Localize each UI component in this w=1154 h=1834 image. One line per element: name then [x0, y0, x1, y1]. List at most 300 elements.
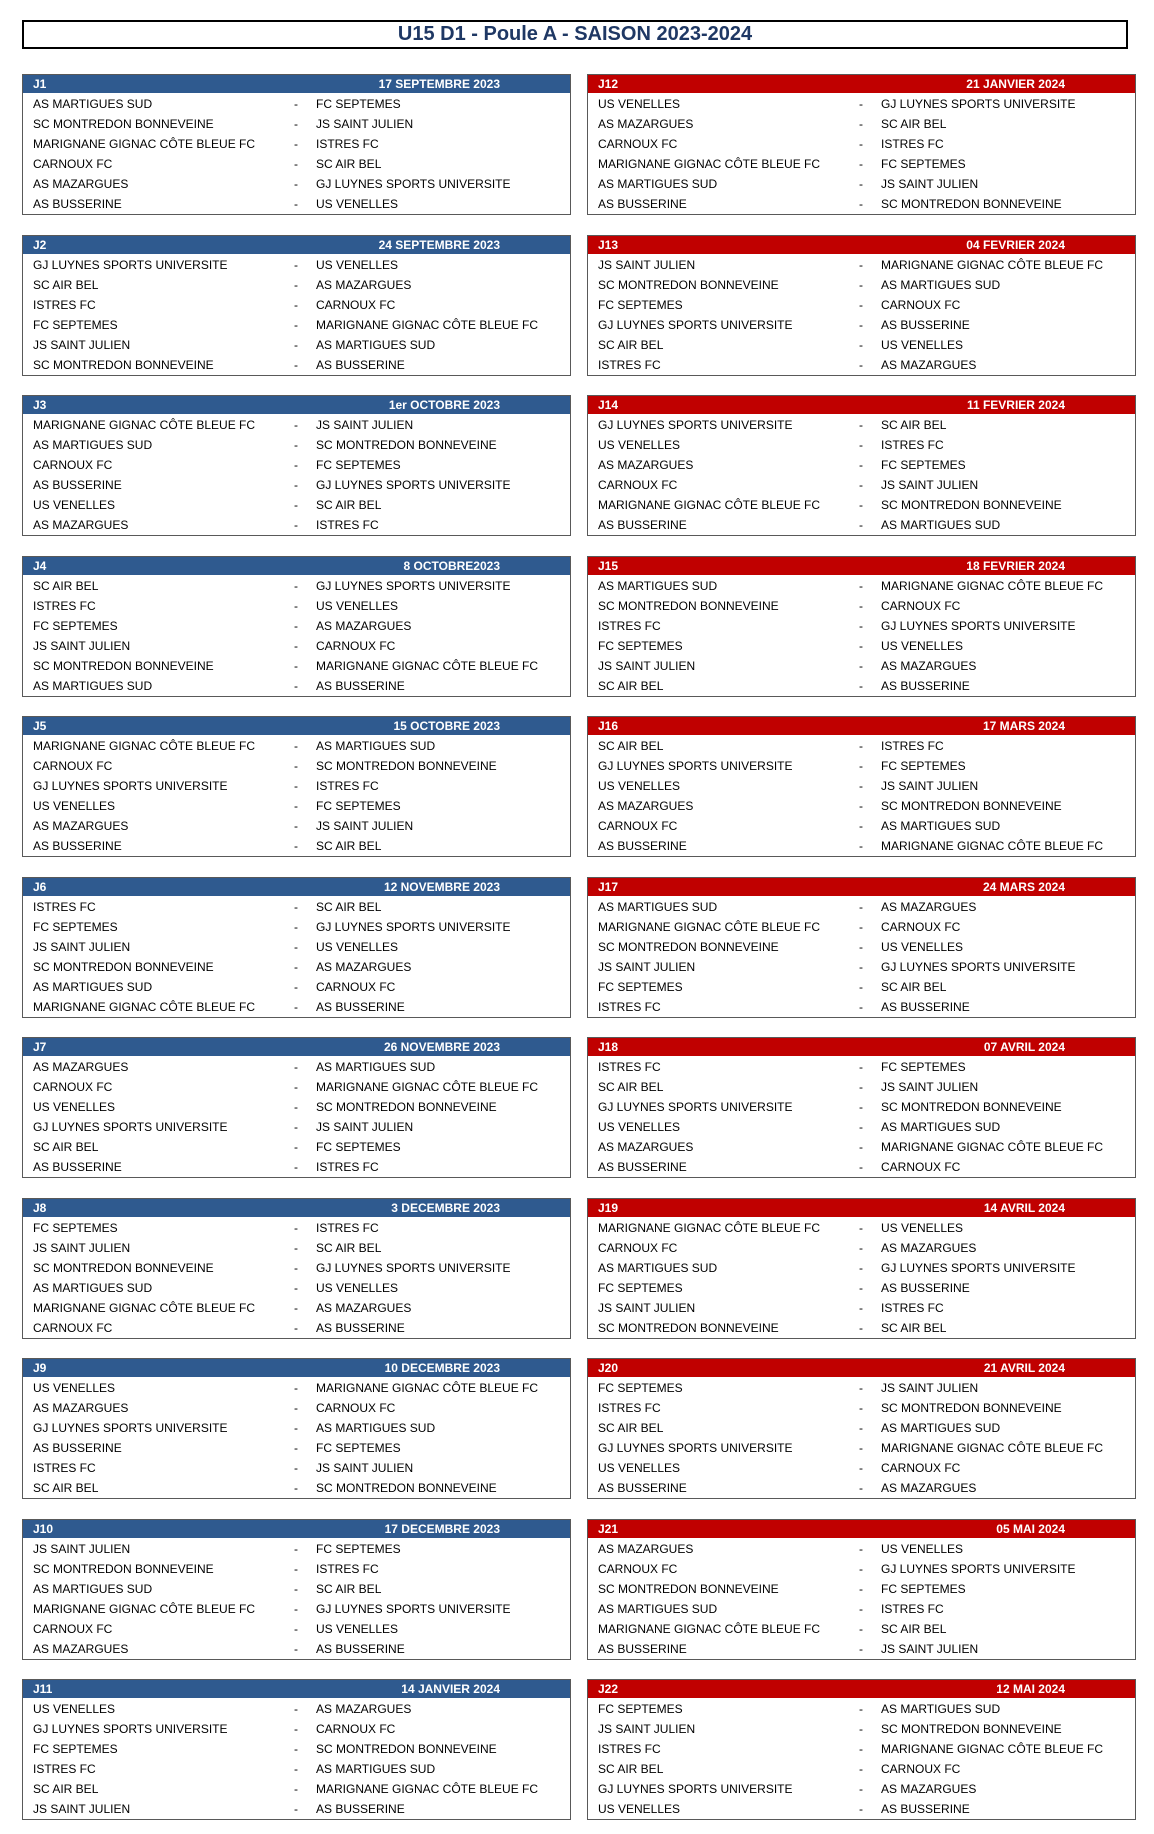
away-team: US VENELLES — [316, 1280, 399, 1295]
round-block — [587, 556, 1136, 697]
home-team: JS SAINT JULIEN — [33, 337, 131, 352]
home-team: AS MAZARGUES — [33, 819, 129, 833]
match-row — [588, 1759, 1135, 1779]
home-team: AS MARTIGUES SUD — [598, 899, 718, 914]
round-block — [22, 556, 571, 697]
match-row — [23, 114, 570, 134]
away-team: US VENELLES — [881, 638, 964, 653]
match-row — [588, 656, 1135, 676]
away-team: ISTRES FC — [881, 1300, 944, 1315]
match-separator: - — [294, 197, 298, 211]
away-team: SC MONTREDON BONNEVEINE — [881, 1401, 1062, 1415]
round-block — [587, 74, 1136, 215]
round-header — [23, 1038, 570, 1056]
home-team: AS MARTIGUES SUD — [33, 1280, 153, 1295]
away-team: SC MONTREDON BONNEVEINE — [316, 1481, 497, 1495]
round-header — [23, 557, 570, 575]
round-label: J15 — [598, 558, 619, 573]
match-row — [588, 796, 1135, 816]
match-separator: - — [294, 1100, 298, 1114]
round-block — [587, 1358, 1136, 1499]
match-separator: - — [294, 157, 298, 171]
away-team: AS MARTIGUES SUD — [881, 1120, 1001, 1134]
match-separator: - — [294, 598, 298, 613]
match-separator: - — [294, 1762, 298, 1776]
home-team: US VENELLES — [33, 498, 116, 512]
match-separator: - — [294, 1401, 298, 1415]
match-separator: - — [294, 518, 298, 532]
match-row — [23, 194, 570, 214]
round-block — [22, 1519, 571, 1660]
match-separator: - — [859, 779, 863, 793]
away-team: AS MAZARGUES — [881, 357, 977, 372]
home-team: JS SAINT JULIEN — [33, 1541, 131, 1556]
round-header — [588, 1038, 1135, 1056]
away-team: US VENELLES — [881, 939, 964, 954]
round-label: J1 — [33, 77, 47, 91]
match-row — [588, 1298, 1135, 1318]
away-team: AS BUSSERINE — [881, 317, 970, 332]
match-separator: - — [859, 1381, 863, 1395]
round-date: 8 OCTOBRE2023 — [403, 558, 500, 573]
match-separator: - — [859, 759, 863, 773]
home-team: GJ LUYNES SPORTS UNIVERSITE — [598, 759, 793, 773]
match-separator: - — [294, 117, 298, 131]
match-row — [588, 937, 1135, 957]
away-team: FC SEPTEMES — [316, 458, 401, 472]
match-separator: - — [294, 1260, 298, 1275]
away-team: CARNOUX FC — [881, 297, 961, 312]
match-separator: - — [294, 959, 298, 974]
home-team: SC MONTREDON BONNEVEINE — [598, 939, 779, 954]
away-team: CARNOUX FC — [316, 979, 396, 994]
home-team: FC SEPTEMES — [598, 979, 683, 994]
match-separator: - — [294, 1140, 298, 1154]
match-separator: - — [859, 959, 863, 974]
home-team: ISTRES FC — [33, 899, 96, 914]
match-separator: - — [859, 638, 863, 653]
round-date: 15 OCTOBRE 2023 — [393, 719, 500, 733]
match-separator: - — [294, 1641, 298, 1656]
away-team: FC SEPTEMES — [881, 1060, 966, 1074]
home-team: GJ LUYNES SPORTS UNIVERSITE — [33, 1421, 228, 1435]
round-block — [22, 1358, 571, 1499]
away-team: SC MONTREDON BONNEVEINE — [881, 197, 1062, 211]
away-team: MARIGNANE GIGNAC CÔTE BLEUE FC — [881, 257, 1104, 272]
away-team: AS BUSSERINE — [316, 1641, 405, 1656]
home-team: CARNOUX FC — [33, 1320, 113, 1335]
match-row — [588, 515, 1135, 535]
round-block — [587, 1037, 1136, 1178]
away-team: AS MARTIGUES SUD — [881, 518, 1001, 532]
away-team: SC AIR BEL — [881, 979, 947, 994]
match-separator: - — [859, 939, 863, 954]
away-team: GJ LUYNES SPORTS UNIVERSITE — [316, 578, 511, 593]
home-team: JS SAINT JULIEN — [33, 1802, 131, 1816]
match-separator: - — [294, 1461, 298, 1475]
match-row — [23, 1759, 570, 1779]
match-row — [588, 1539, 1135, 1559]
home-team: ISTRES FC — [598, 1742, 661, 1756]
round-label: J14 — [598, 398, 619, 412]
match-separator: - — [294, 1060, 298, 1074]
home-team: AS MARTIGUES SUD — [598, 1601, 718, 1616]
match-separator: - — [294, 1742, 298, 1756]
home-team: SC AIR BEL — [33, 1782, 99, 1796]
away-team: US VENELLES — [881, 1541, 964, 1556]
away-team: AS MARTIGUES SUD — [316, 337, 436, 352]
home-team: AS BUSSERINE — [598, 839, 687, 853]
match-row — [588, 335, 1135, 355]
match-separator: - — [859, 1300, 863, 1315]
match-separator: - — [859, 418, 863, 432]
round-block — [587, 877, 1136, 1018]
home-team: AS MAZARGUES — [598, 1140, 694, 1154]
round-label: J11 — [33, 1682, 53, 1696]
match-row — [23, 736, 570, 756]
match-row — [588, 435, 1135, 455]
away-team: ISTRES FC — [316, 1220, 379, 1235]
round-date: 24 SEPTEMBRE 2023 — [378, 237, 500, 252]
away-team: AS MAZARGUES — [316, 618, 412, 633]
match-separator: - — [294, 257, 298, 272]
round-block — [587, 716, 1136, 857]
home-team: AS MAZARGUES — [33, 518, 129, 532]
match-row — [588, 1278, 1135, 1298]
round-header — [588, 1520, 1135, 1538]
home-team: CARNOUX FC — [598, 478, 678, 492]
away-team: AS MAZARGUES — [316, 277, 412, 292]
away-team: MARIGNANE GIGNAC CÔTE BLEUE FC — [881, 839, 1104, 853]
home-team: SC AIR BEL — [598, 1080, 664, 1094]
away-team: SC MONTREDON BONNEVEINE — [316, 1742, 497, 1756]
round-header — [23, 717, 570, 735]
away-team: SC AIR BEL — [881, 1320, 947, 1335]
away-team: AS MARTIGUES SUD — [316, 739, 436, 753]
match-row — [23, 455, 570, 475]
match-separator: - — [859, 297, 863, 312]
home-team: ISTRES FC — [598, 1060, 661, 1074]
away-team: AS BUSSERINE — [316, 999, 405, 1014]
match-separator: - — [859, 1160, 863, 1174]
match-separator: - — [859, 1722, 863, 1736]
match-separator: - — [859, 678, 863, 693]
match-row — [23, 475, 570, 495]
match-separator: - — [859, 157, 863, 171]
match-row — [588, 475, 1135, 495]
round-label: J10 — [33, 1521, 54, 1536]
match-separator: - — [859, 819, 863, 833]
match-row — [23, 1619, 570, 1639]
away-team: AS MARTIGUES SUD — [316, 1421, 436, 1435]
page-title: U15 D1 - Poule A - SAISON 2023-2024 — [22, 20, 1128, 49]
away-team: SC AIR BEL — [316, 899, 382, 914]
match-separator: - — [294, 1481, 298, 1495]
home-team: AS MARTIGUES SUD — [33, 979, 153, 994]
home-team: ISTRES FC — [598, 999, 661, 1014]
away-team: ISTRES FC — [316, 137, 379, 151]
round-block — [22, 235, 571, 376]
match-separator: - — [859, 1220, 863, 1235]
round-label: J4 — [33, 558, 47, 573]
home-team: MARIGNANE GIGNAC CÔTE BLEUE FC — [33, 999, 256, 1014]
round-label: J21 — [598, 1521, 619, 1536]
away-team: AS BUSSERINE — [881, 1802, 970, 1816]
away-team: JS SAINT JULIEN — [316, 1461, 414, 1475]
home-team: CARNOUX FC — [33, 1621, 113, 1636]
match-separator: - — [859, 598, 863, 613]
home-team: US VENELLES — [598, 438, 681, 452]
match-separator: - — [859, 177, 863, 191]
match-row — [23, 616, 570, 636]
home-team: MARIGNANE GIGNAC CÔTE BLEUE FC — [33, 1601, 256, 1616]
round-date: 11 FEVRIER 2024 — [966, 398, 1065, 412]
round-block — [587, 1519, 1136, 1660]
away-team: GJ LUYNES SPORTS UNIVERSITE — [316, 478, 511, 492]
round-header — [23, 1359, 570, 1377]
home-team: SC MONTREDON BONNEVEINE — [33, 959, 214, 974]
home-team: MARIGNANE GIGNAC CÔTE BLEUE FC — [33, 418, 256, 432]
away-team: JS SAINT JULIEN — [881, 177, 979, 191]
match-separator: - — [859, 1481, 863, 1495]
match-separator: - — [859, 1541, 863, 1556]
home-team: MARIGNANE GIGNAC CÔTE BLEUE FC — [598, 919, 821, 934]
match-row — [588, 114, 1135, 134]
match-separator: - — [859, 1742, 863, 1756]
round-label: J19 — [598, 1200, 619, 1215]
away-team: US VENELLES — [881, 1220, 964, 1235]
match-row — [23, 1157, 570, 1177]
home-team: AS BUSSERINE — [33, 478, 122, 492]
home-team: SC AIR BEL — [598, 337, 664, 352]
round-label: J3 — [33, 398, 47, 412]
home-team: ISTRES FC — [598, 618, 661, 633]
match-row — [23, 917, 570, 937]
round-label: J16 — [598, 719, 619, 733]
match-row — [588, 255, 1135, 275]
match-separator: - — [294, 1300, 298, 1315]
match-separator: - — [859, 1581, 863, 1596]
home-team: AS BUSSERINE — [598, 518, 687, 532]
home-team: JS SAINT JULIEN — [33, 1240, 131, 1255]
away-team: ISTRES FC — [316, 1160, 379, 1174]
away-team: AS BUSSERINE — [316, 678, 405, 693]
home-team: GJ LUYNES SPORTS UNIVERSITE — [33, 1120, 228, 1134]
away-team: FC SEPTEMES — [881, 759, 966, 773]
match-separator: - — [294, 1702, 298, 1716]
match-row — [23, 255, 570, 275]
match-separator: - — [859, 1401, 863, 1415]
away-team: US VENELLES — [316, 257, 399, 272]
match-separator: - — [859, 117, 863, 131]
match-separator: - — [294, 678, 298, 693]
round-date: 24 MARS 2024 — [982, 879, 1065, 894]
match-row — [23, 1699, 570, 1719]
home-team: JS SAINT JULIEN — [598, 658, 696, 673]
away-team: GJ LUYNES SPORTS UNIVERSITE — [316, 1601, 511, 1616]
match-separator: - — [294, 1280, 298, 1295]
match-separator: - — [859, 1561, 863, 1576]
home-team: AS BUSSERINE — [598, 1481, 687, 1495]
round-block — [22, 716, 571, 857]
round-header — [588, 1680, 1135, 1698]
away-team: SC AIR BEL — [316, 1240, 382, 1255]
round-label: J17 — [598, 879, 619, 894]
match-row — [23, 897, 570, 917]
match-separator: - — [294, 578, 298, 593]
match-separator: - — [294, 618, 298, 633]
match-row — [23, 94, 570, 114]
away-team: JS SAINT JULIEN — [881, 779, 979, 793]
match-row — [23, 676, 570, 696]
home-team: ISTRES FC — [598, 1401, 661, 1415]
match-row — [588, 134, 1135, 154]
round-label: J5 — [33, 719, 47, 733]
match-row — [588, 1418, 1135, 1438]
away-team: JS SAINT JULIEN — [881, 478, 979, 492]
round-label: J6 — [33, 879, 47, 894]
home-team: CARNOUX FC — [33, 1080, 113, 1094]
home-team: AS MARTIGUES SUD — [598, 177, 718, 191]
home-team: US VENELLES — [598, 1802, 681, 1816]
match-separator: - — [294, 919, 298, 934]
away-team: AS MAZARGUES — [316, 959, 412, 974]
home-team: AS MARTIGUES SUD — [33, 678, 153, 693]
match-row — [588, 1117, 1135, 1137]
home-team: AS MAZARGUES — [598, 799, 694, 813]
away-team: MARIGNANE GIGNAC CÔTE BLEUE FC — [316, 1381, 539, 1395]
match-separator: - — [294, 317, 298, 332]
home-team: AS BUSSERINE — [33, 197, 122, 211]
away-team: AS MAZARGUES — [881, 899, 977, 914]
match-row — [23, 415, 570, 435]
away-team: SC MONTREDON BONNEVEINE — [881, 1100, 1062, 1114]
round-date: 21 JANVIER 2024 — [966, 77, 1065, 91]
home-team: FC SEPTEMES — [598, 1280, 683, 1295]
away-team: FC SEPTEMES — [316, 1541, 401, 1556]
match-row — [23, 836, 570, 856]
match-row — [588, 736, 1135, 756]
match-separator: - — [294, 458, 298, 472]
match-row — [588, 1097, 1135, 1117]
home-team: FC SEPTEMES — [598, 638, 683, 653]
round-header — [588, 1359, 1135, 1377]
away-team: CARNOUX FC — [881, 919, 961, 934]
away-team: JS SAINT JULIEN — [316, 418, 414, 432]
match-row — [588, 1398, 1135, 1418]
match-separator: - — [859, 1100, 863, 1114]
round-header — [23, 396, 570, 414]
home-team: AS BUSSERINE — [598, 1160, 687, 1174]
match-separator: - — [859, 658, 863, 673]
match-row — [23, 576, 570, 596]
match-separator: - — [859, 1240, 863, 1255]
home-team: FC SEPTEMES — [598, 297, 683, 312]
home-team: MARIGNANE GIGNAC CÔTE BLEUE FC — [598, 498, 821, 512]
away-team: US VENELLES — [316, 197, 399, 211]
round-date: 12 NOVEMBRE 2023 — [383, 879, 500, 894]
home-team: SC AIR BEL — [33, 1481, 99, 1495]
match-row — [23, 134, 570, 154]
home-team: SC AIR BEL — [598, 1421, 664, 1435]
home-team: SC MONTREDON BONNEVEINE — [598, 598, 779, 613]
home-team: MARIGNANE GIGNAC CÔTE BLEUE FC — [598, 1621, 821, 1636]
match-row — [23, 1077, 570, 1097]
match-separator: - — [859, 1140, 863, 1154]
round-label: J8 — [33, 1200, 47, 1215]
round-date: 18 FEVRIER 2024 — [966, 558, 1065, 573]
round-header — [588, 878, 1135, 896]
match-row — [23, 1599, 570, 1619]
match-row — [588, 94, 1135, 114]
away-team: MARIGNANE GIGNAC CÔTE BLEUE FC — [881, 1441, 1104, 1455]
match-separator: - — [859, 1120, 863, 1134]
home-team: MARIGNANE GIGNAC CÔTE BLEUE FC — [33, 137, 256, 151]
match-separator: - — [859, 919, 863, 934]
match-row — [23, 1378, 570, 1398]
match-row — [23, 1137, 570, 1157]
home-team: GJ LUYNES SPORTS UNIVERSITE — [33, 257, 228, 272]
match-separator: - — [859, 1702, 863, 1716]
away-team: GJ LUYNES SPORTS UNIVERSITE — [316, 919, 511, 934]
match-row — [588, 676, 1135, 696]
home-team: FC SEPTEMES — [598, 1381, 683, 1395]
round-block — [22, 395, 571, 536]
match-separator: - — [859, 1280, 863, 1295]
away-team: AS MAZARGUES — [881, 1240, 977, 1255]
match-row — [588, 1438, 1135, 1458]
away-team: JS SAINT JULIEN — [316, 819, 414, 833]
away-team: MARIGNANE GIGNAC CÔTE BLEUE FC — [316, 317, 539, 332]
match-separator: - — [859, 518, 863, 532]
round-date: 3 DECEMBRE 2023 — [391, 1200, 500, 1215]
match-row — [588, 1318, 1135, 1338]
away-team: AS MARTIGUES SUD — [881, 1702, 1001, 1716]
round-label: J13 — [598, 237, 619, 252]
home-team: GJ LUYNES SPORTS UNIVERSITE — [598, 1782, 793, 1796]
match-separator: - — [294, 1381, 298, 1395]
away-team: SC AIR BEL — [316, 157, 382, 171]
match-row — [588, 756, 1135, 776]
home-team: AS MAZARGUES — [33, 1401, 129, 1415]
away-team: AS MARTIGUES SUD — [881, 277, 1001, 292]
round-block — [22, 74, 571, 215]
round-block — [22, 1037, 571, 1178]
match-row — [23, 335, 570, 355]
round-header — [23, 878, 570, 896]
match-row — [23, 1238, 570, 1258]
away-team: US VENELLES — [881, 337, 964, 352]
match-row — [588, 1077, 1135, 1097]
match-separator: - — [294, 1621, 298, 1636]
away-team: GJ LUYNES SPORTS UNIVERSITE — [316, 1260, 511, 1275]
home-team: MARIGNANE GIGNAC CÔTE BLEUE FC — [598, 1220, 821, 1235]
round-label: J18 — [598, 1040, 619, 1054]
away-team: US VENELLES — [316, 598, 399, 613]
match-row — [588, 776, 1135, 796]
home-team: GJ LUYNES SPORTS UNIVERSITE — [33, 1722, 228, 1736]
home-team: SC AIR BEL — [33, 1140, 99, 1154]
home-team: AS MARTIGUES SUD — [598, 1260, 718, 1275]
match-separator: - — [859, 1621, 863, 1636]
home-team: US VENELLES — [598, 779, 681, 793]
match-row — [588, 174, 1135, 194]
away-team: SC MONTREDON BONNEVEINE — [316, 759, 497, 773]
match-row — [23, 937, 570, 957]
match-separator: - — [294, 177, 298, 191]
away-team: GJ LUYNES SPORTS UNIVERSITE — [881, 618, 1076, 633]
home-team: SC AIR BEL — [598, 739, 664, 753]
